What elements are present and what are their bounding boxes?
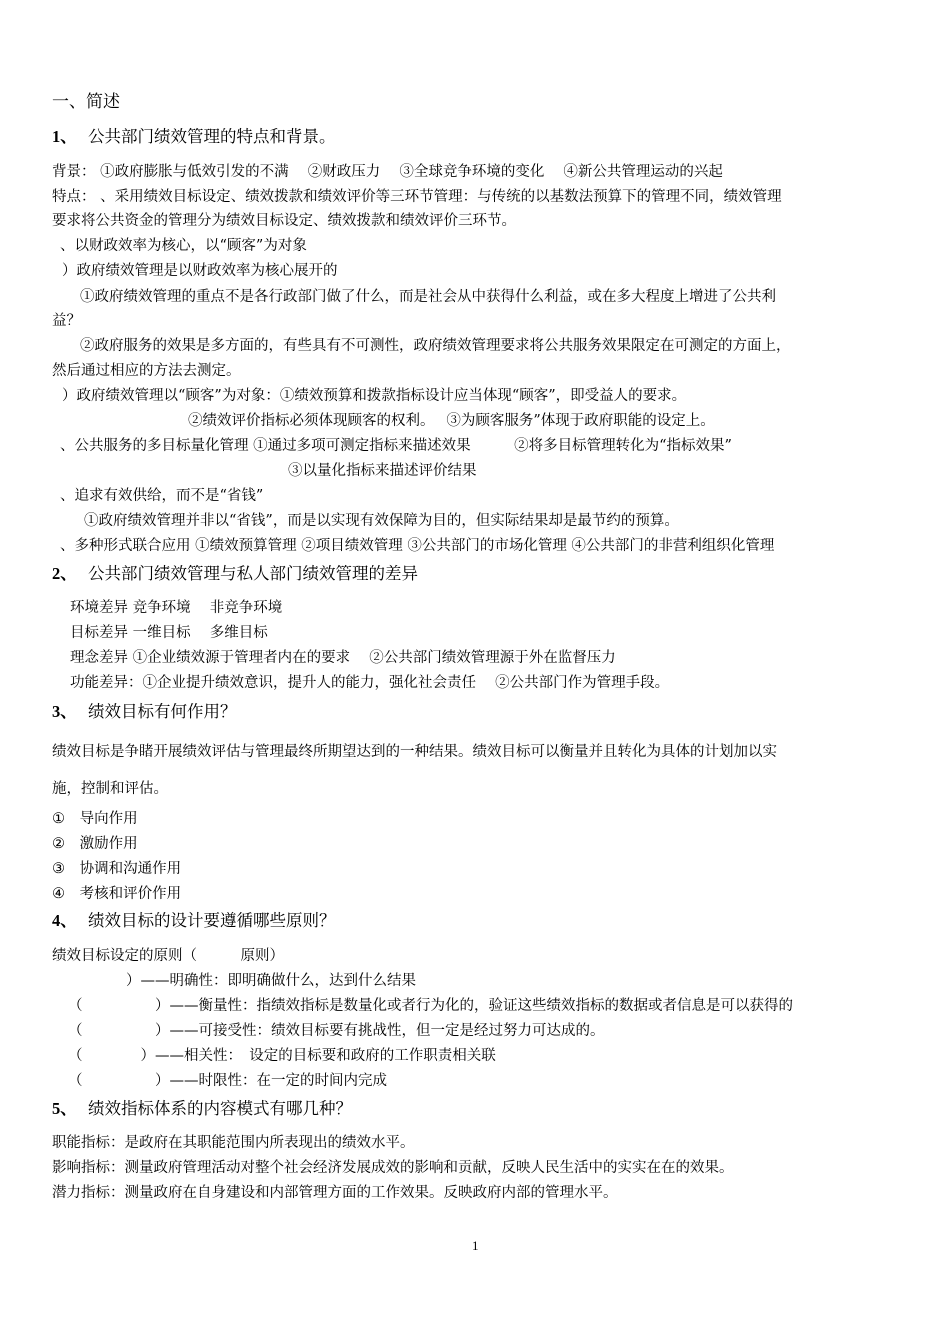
list-item xyxy=(52,809,138,829)
q1-line: 、公共服务的多目标量化管理 ①通过多项可测定指标来描述效果 ②将多目标管理转化为“指标效果” xyxy=(60,438,732,454)
list-text: 协调和沟通作用 xyxy=(79,861,182,877)
q5-line: 潜力指标：测量政府在自身建设和内部管理方面的工作效果。反映政府内部的管理水平。 xyxy=(52,1185,618,1201)
question-5-heading xyxy=(52,1099,352,1119)
question-number: 1、 xyxy=(52,127,77,146)
q5-line: 职能指标：是政府在其职能范围内所表现出的绩效水平。 xyxy=(52,1135,415,1151)
q1-line: ②绩效评价指标必须体现顾客的权利。 ③为顾客服务”体现于政府职能的设定上。 xyxy=(188,413,715,429)
q2-line: 理念差异 ①企业绩效源于管理者内在的要求 ②公共部门绩效管理源于外在监督压力 xyxy=(70,650,616,666)
q4-line: ）——明确性：即明确做什么，达到什么结果 xyxy=(68,973,416,989)
question-title: 绩效目标的设计要遵循哪些原则？ xyxy=(88,911,336,930)
question-number: 2、 xyxy=(52,564,77,583)
question-2-heading xyxy=(52,564,418,584)
question-title: 公共部门绩效管理的特点和背景。 xyxy=(88,127,336,146)
q2-line: 目标差异 一维目标 多维目标 xyxy=(70,625,268,641)
page-number: 1 xyxy=(472,1238,479,1253)
q4-line: （ ）——时限性：在一定的时间内完成 xyxy=(68,1073,387,1089)
q1-line: 益？ xyxy=(52,313,81,329)
q5-line: 影响指标：测量政府管理活动对整个社会经济发展成效的影响和贡献，反映人民生活中的实实在在的效果。 xyxy=(52,1160,734,1176)
question-1-heading xyxy=(52,127,336,147)
q1-line: 、追求有效供给，而不是“省钱” xyxy=(60,488,264,504)
list-item xyxy=(52,884,181,904)
question-number: 5、 xyxy=(52,1099,77,1118)
q1-line: ①政府绩效管理的重点不是各行政部门做了什么，而是社会从中获得什么利益，或在多大程度上增进了公共利 xyxy=(80,289,776,305)
list-marker: ① xyxy=(52,811,65,827)
q2-line: 环境差异 竞争环境 非竞争环境 xyxy=(70,600,283,616)
list-text: 导向作用 xyxy=(79,811,138,827)
q3-line: 绩效目标是争睹开展绩效评估与管理最终所期望达到的一种结果。绩效目标可以衡量并且转化为具体的计划加以实 xyxy=(52,744,777,760)
q1-line: 然后通过相应的方法去测定。 xyxy=(52,363,241,379)
list-item xyxy=(52,834,138,854)
q1-line: 、以财政效率为核心，以“顾客”为对象 xyxy=(60,238,307,254)
q4-line: 绩效目标设定的原则（ 原则） xyxy=(52,948,284,964)
list-marker: ④ xyxy=(52,886,65,902)
section-title: 一、简述 xyxy=(52,92,120,112)
list-text: 考核和评价作用 xyxy=(79,886,182,902)
q4-line: （ ）——相关性： 设定的目标要和政府的工作职责相关联 xyxy=(68,1048,496,1064)
q1-line: ③以量化指标来描述评价结果 xyxy=(288,463,477,479)
q1-line: 特点： 、采用绩效目标设定、绩效拨款和绩效评价等三环节管理：与传统的以基数法预算下的管理不同，绩效管理 xyxy=(52,189,782,205)
list-item xyxy=(52,859,181,879)
question-3-heading xyxy=(52,702,237,722)
q1-line: 背景： ①政府膨胀与低效引发的不满 ②财政压力 ③全球竞争环境的变化 ④新公共管理运动的兴起 xyxy=(52,164,723,180)
question-title: 公共部门绩效管理与私人部门绩效管理的差异 xyxy=(88,564,418,583)
q2-line: 功能差异：①企业提升绩效意识，提升人的能力，强化社会责任 ②公共部门作为管理手段。 xyxy=(70,675,670,691)
q4-line: （ ）——衡量性：指绩效指标是数量化或者行为化的，验证这些绩效指标的数据或者信息是可以获得的 xyxy=(68,998,793,1014)
q1-line: ）政府绩效管理是以财政效率为核心展开的 xyxy=(62,263,338,279)
list-marker: ③ xyxy=(52,861,65,877)
q1-line: ②政府服务的效果是多方面的，有些具有不可测性，政府绩效管理要求将公共服务效果限定在可测定的方面上， xyxy=(80,338,791,354)
q1-line: 要求将公共资金的管理分为绩效目标设定、绩效拨款和绩效评价三环节。 xyxy=(52,213,516,229)
question-number: 4、 xyxy=(52,911,77,930)
q4-line: （ ）——可接受性：绩效目标要有挑战性，但一定是经过努力可达成的。 xyxy=(68,1023,605,1039)
list-text: 激励作用 xyxy=(79,836,138,852)
question-number: 3、 xyxy=(52,702,77,721)
q3-line: 施，控制和评估。 xyxy=(52,781,168,797)
q1-line: ①政府绩效管理并非以“省钱”，而是以实现有效保障为目的，但实际结果却是最节约的预算。 xyxy=(84,513,679,529)
list-marker: ② xyxy=(52,836,65,852)
q1-line: 、多种形式联合应用 ①绩效预算管理 ②项目绩效管理 ③公共部门的市场化管理 ④公共部门的非营利组织化管理 xyxy=(60,538,775,554)
q1-line: ）政府绩效管理以“顾客”为对象：①绩效预算和拨款指标设计应当体现“顾客”，即受益人的要求。 xyxy=(62,388,687,404)
question-4-heading xyxy=(52,911,336,931)
question-title: 绩效目标有何作用？ xyxy=(88,702,237,721)
question-title: 绩效指标体系的内容模式有哪几种？ xyxy=(88,1099,352,1118)
